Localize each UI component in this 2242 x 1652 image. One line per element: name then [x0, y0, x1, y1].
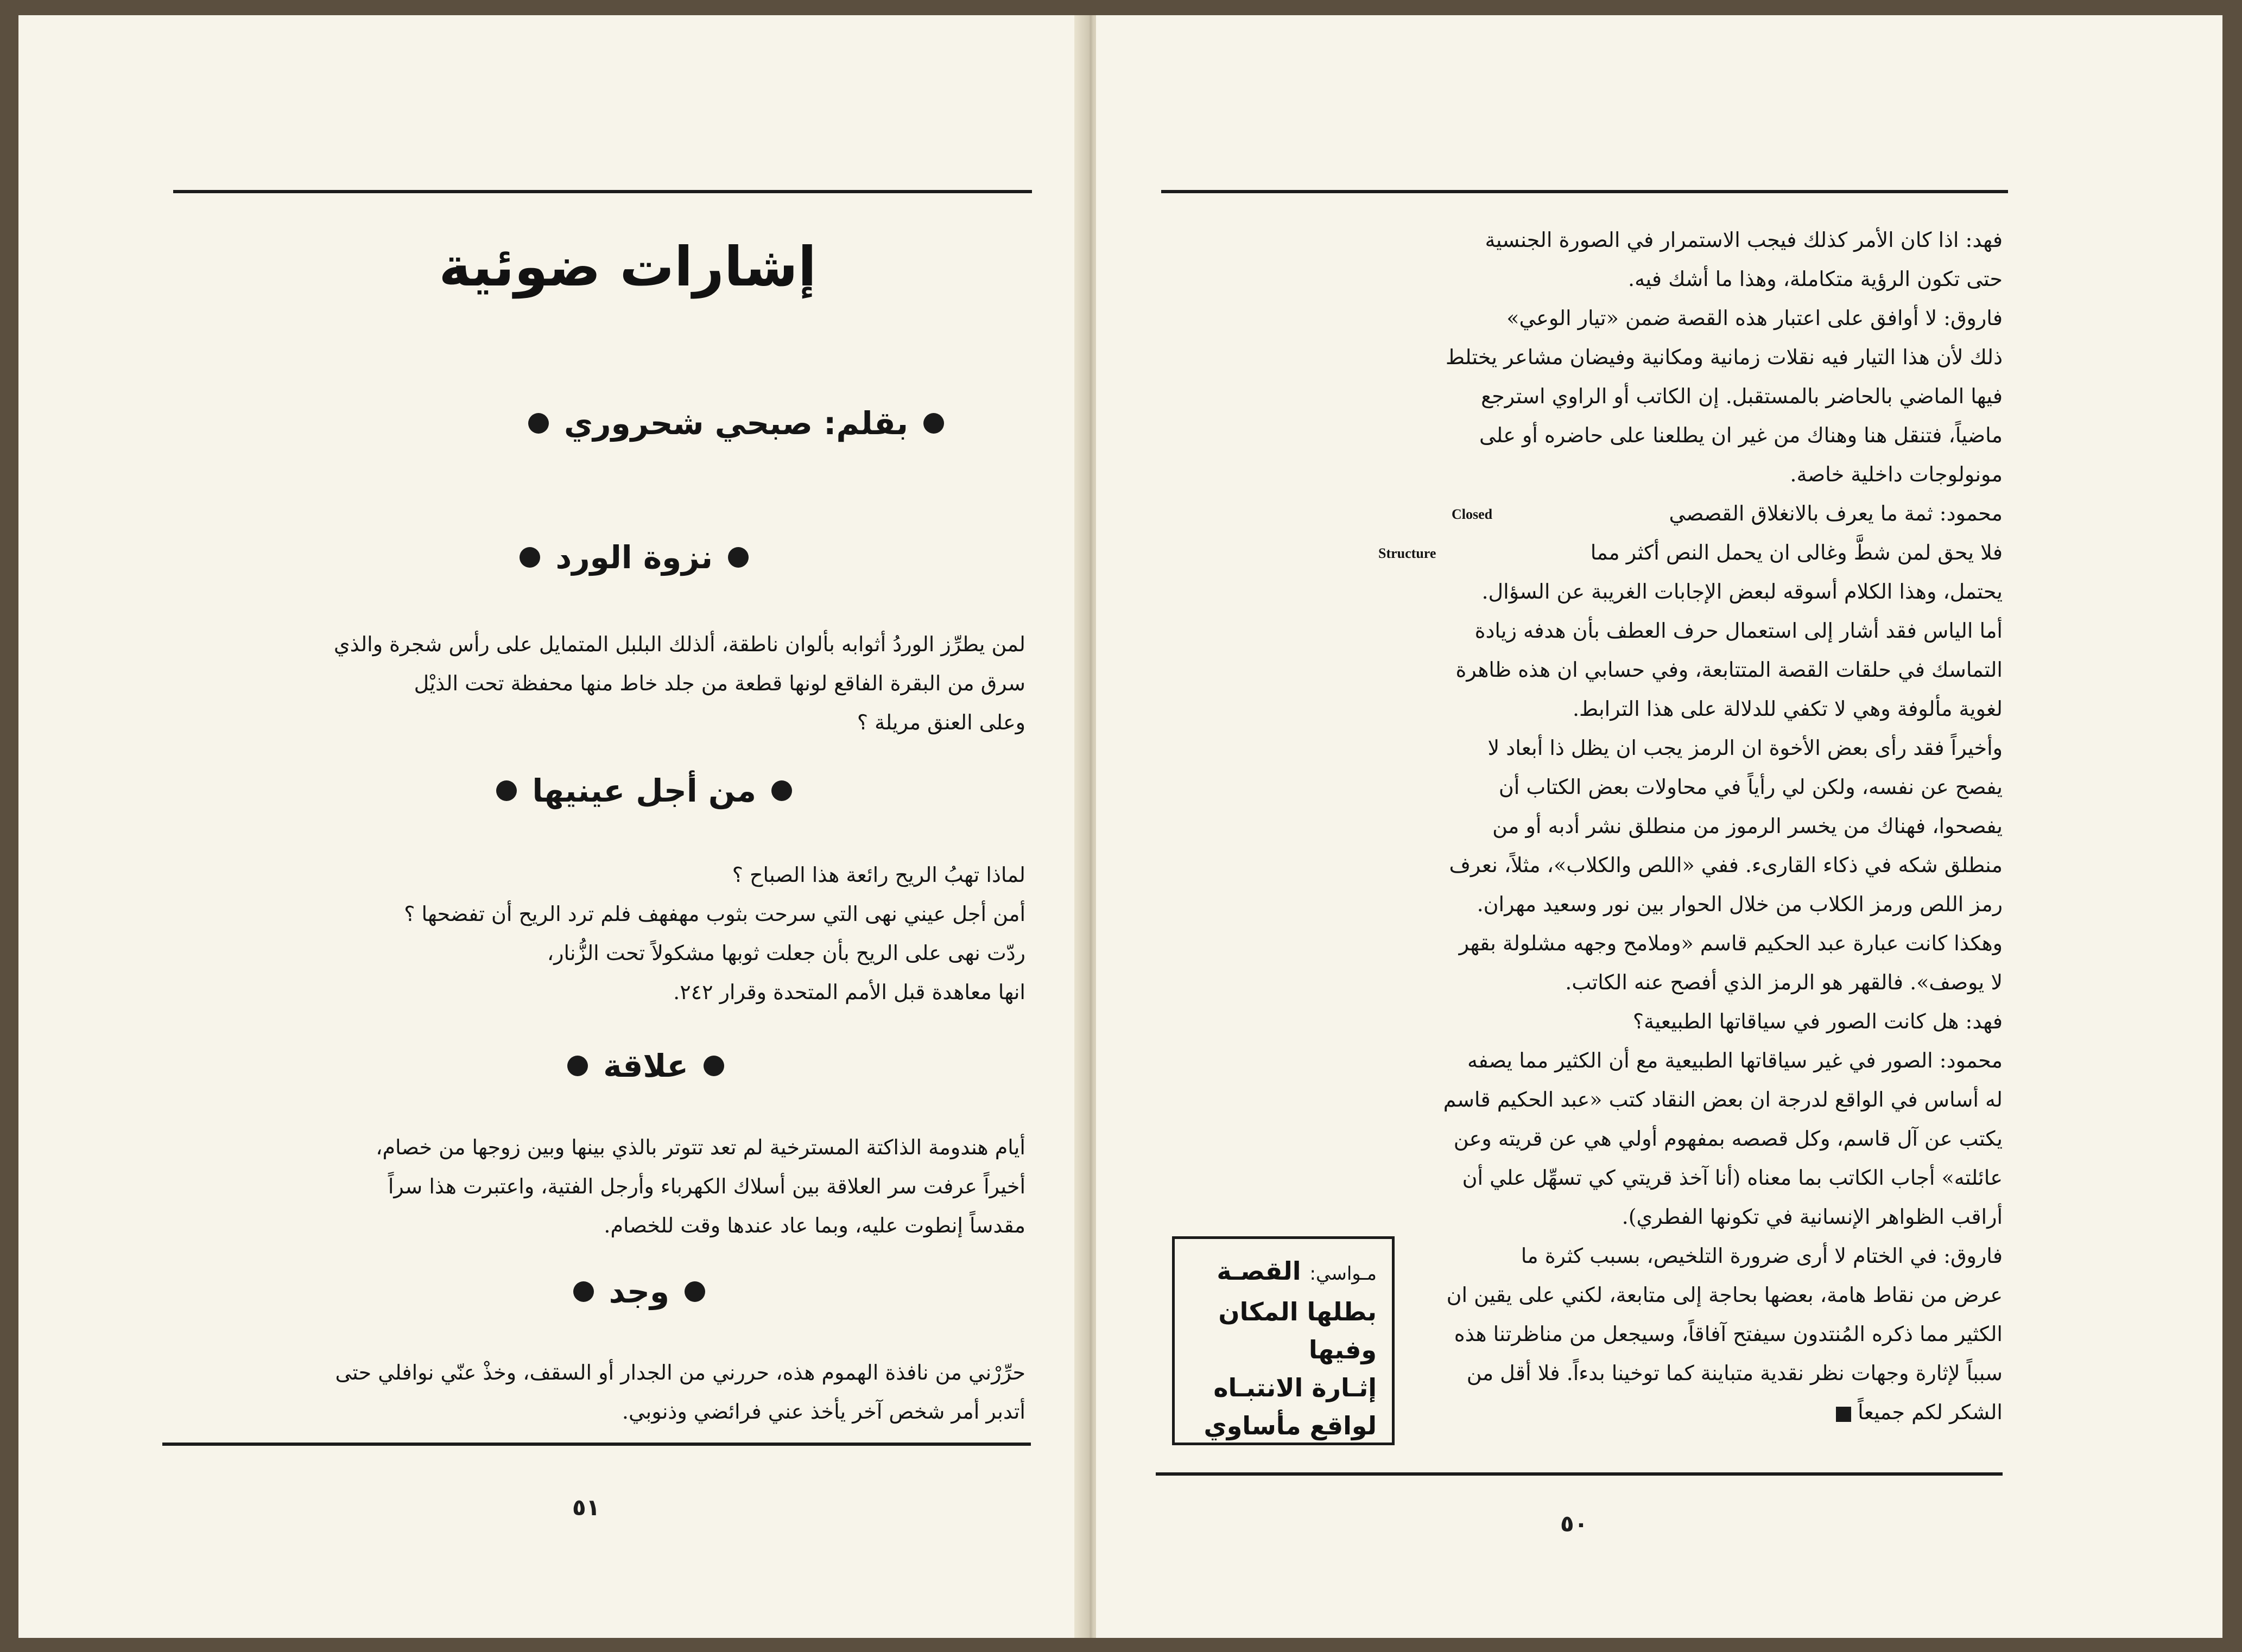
text-line: الشكر لكم جميعاً	[1858, 1400, 2003, 1424]
text-line: محمود: ثمة ما يعرف بالانغلاق القصصي	[1669, 501, 2003, 525]
bullet-icon	[685, 1281, 705, 1302]
bottom-rule	[1156, 1472, 2003, 1476]
text-line: فلا يحق لمن شطَّ وغالى ان يحمل النص أكثر مما	[1590, 541, 2003, 564]
text-line: حتى تكون الرؤية متكاملة، وهذا ما أشك فيه.	[1628, 267, 2003, 291]
text-line: أتدبر أمر شخص آخر يأخذ عني فرائضي وذنوبي.	[622, 1400, 1025, 1424]
bullet-icon	[573, 1281, 594, 1302]
text-line: وأخيراً فقد رأى بعض الأخوة ان الرمز يجب ان يظل ذا أبعاد لا	[1487, 736, 2003, 760]
text-line: أخيراً عرفت سر العلاقة بين أسلاك الكهرباء وأرجل الفتية، واعتبرت هذا سراً	[388, 1174, 1025, 1198]
page-number: ٥٠	[1560, 1510, 1588, 1537]
top-rule	[1161, 190, 2008, 193]
text-line: فاروق: لا أوافق على اعتبار هذه القصة ضمن «تيار الوعي»	[1506, 306, 2003, 330]
right-page	[1096, 15, 2222, 1638]
text-line: لماذا تهبُ الريح رائعة هذا الصباح ؟	[732, 863, 1025, 887]
bullet-icon	[496, 780, 517, 801]
section-body	[198, 855, 1025, 1012]
section-body	[198, 1353, 1025, 1431]
text-line: يكتب عن آل قاسم، وكل قصصه بمفهوم أولي هي عن قريته وعن	[1453, 1127, 2003, 1151]
bullet-icon	[728, 547, 749, 568]
section-title: علاقة	[603, 1047, 688, 1084]
text-line: يفصح عن نفسه، ولكن لي رأياً في محاولات بعض الكتاب أن	[1498, 775, 2003, 799]
text-line: أمن أجل عيني نهى التي سرحت بثوب مهفهف فلم ترد الريح أن تفضحها ؟	[404, 902, 1025, 926]
text-line: الكثير مما ذكره المُنتدون سيفتح آفاقاً، وسيجعل من مناظرتنا هذه	[1454, 1322, 2003, 1346]
section-heading	[573, 1273, 705, 1310]
section-heading	[567, 1047, 724, 1084]
section-body	[198, 625, 1025, 742]
section-title: نزوة الورد	[555, 539, 713, 576]
end-line	[1422, 1393, 2003, 1432]
byline-text: بقلم: صبحي شحروري	[564, 405, 908, 442]
text-line: مونولوجات داخلية خاصة.	[1790, 462, 2003, 486]
text-line: التماسك في حلقات القصة المتتابعة، وفي حسابي ان هذه ظاهرة	[1455, 658, 2003, 682]
text-line: ماضياً، فتنقل هنا وهناك من غير ان يطلعنا على حاضره أو على	[1479, 423, 2003, 447]
text-line: أراقب الظواهر الإنسانية في تكونها الفطري).	[1622, 1205, 2003, 1229]
text-line: أما الياس فقد أشار إلى استعمال حرف العطف بأن هدفه زيادة	[1474, 619, 2003, 643]
bullet-icon	[528, 413, 549, 434]
text-line: فيها الماضي بالحاضر بالمستقبل. إن الكاتب أو الراوي استرجع	[1481, 384, 2003, 408]
left-page	[18, 15, 1085, 1638]
section-heading	[520, 539, 749, 576]
bullet-icon	[567, 1056, 588, 1076]
text-line: وعلى العنق مريلة ؟	[857, 710, 1025, 734]
text-line: فهد: اذا كان الأمر كذلك فيجب الاستمرار في الصورة الجنسية	[1485, 228, 2003, 252]
section-body	[198, 1128, 1025, 1245]
text-line: فاروق: في الختام لا أرى ضرورة التلخيص، بسبب كثرة ما	[1521, 1244, 2003, 1268]
quote-line: إثـارة الانتبـاه	[1213, 1373, 1377, 1402]
text-line: سبباً لإثارة وجهات نظر نقدية متباينة كما توخينا بدءاً. فلا أقل من	[1466, 1361, 2003, 1385]
top-rule	[173, 190, 1032, 193]
text-line: رمز اللص ورمز الكلاب من خلال الحوار بين نور وسعيد مهران.	[1477, 892, 2003, 916]
text-line: لا يوصف». فالقهر هو الرمز الذي أفصح عنه الكاتب.	[1565, 970, 2003, 994]
text-line: يحتمل، وهذا الكلام أسوقه لبعض الإجابات الغريبة عن السؤال.	[1481, 580, 2003, 603]
bullet-icon	[704, 1056, 724, 1076]
latin-term: Structure	[1378, 545, 1436, 561]
bullet-icon	[771, 780, 792, 801]
page-title: إشارات ضوئية	[439, 235, 816, 298]
text-line: انها معاهدة قبل الأمم المتحدة وقرار ٢٤٢.	[673, 980, 1025, 1004]
text-line: سرق من البقرة الفاقع لونها قطعة من جلد خاط منها محفظة تحت الذيْل	[414, 671, 1025, 695]
dialogue-column	[1422, 220, 2003, 1432]
bullet-icon	[923, 413, 944, 434]
text-line: يفصحوا، فهناك من يخسر الرموز من منطلق نشر أدبه أو من	[1492, 814, 2003, 838]
pull-quote-box	[1172, 1236, 1395, 1445]
quote-speaker: مـواسي:	[1309, 1263, 1377, 1285]
section-title: وجد	[609, 1273, 669, 1310]
quote-text: القصـة	[1217, 1256, 1301, 1286]
text-line: فهد: هل كانت الصور في سياقاتها الطبيعية؟	[1632, 1009, 2003, 1033]
quote-line	[1190, 1252, 1377, 1293]
text-line: له أساس في الواقع لدرجة ان بعض النقاد كتب «عبد الحكيم قاسم	[1443, 1088, 2003, 1111]
bullet-icon	[520, 547, 540, 568]
page-number: ٥١	[572, 1494, 600, 1521]
text-line: ذلك لأن هذا التيار فيه نقلات زمانية ومكانية وفيضان مشاعر يختلط	[1445, 345, 2003, 369]
text-line: وهكذا كانت عبارة عبد الحكيم قاسم «وملامح وجهه مشلولة بقهر	[1459, 931, 2003, 955]
byline	[528, 405, 944, 442]
bottom-rule	[162, 1443, 1031, 1446]
text-line: لغوية مألوفة وهي لا تكفي للدلالة على هذا الترابط.	[1572, 697, 2003, 721]
text-line: عرض من نقاط هامة، بعضها بحاجة إلى متابعة، لكني على يقين ان	[1446, 1283, 2003, 1307]
text-line: لمن يطرِّز الوردُ أثوابه بألوان ناطقة، ألذلك البلبل المتمايل على رأس شجرة والذي	[333, 632, 1025, 656]
quote-line: بطلها المكان وفيها	[1218, 1297, 1377, 1364]
text-line: محمود: الصور في غير سياقاتها الطبيعية مع أن الكثير مما يصفه	[1467, 1049, 2003, 1072]
text-line: عائلته» أجاب الكاتب بما معناه (أنا آخذ قريتي كي تسهِّل علي أن	[1462, 1166, 2003, 1190]
section-title: من أجل عينيها	[532, 772, 756, 809]
text-line: أيام هندومة الذاكتة المسترخية لم تعد تتوتر بالذي بينها وبين زوجها من خصام،	[376, 1135, 1025, 1159]
book-spread	[18, 15, 2222, 1638]
latin-term: Closed	[1452, 506, 1493, 522]
end-square-icon	[1836, 1407, 1851, 1422]
text-line: منطلق شكه في ذكاء القارىء. ففي «اللص والكلاب»، مثلاً، نعرف	[1449, 853, 2003, 877]
section-heading	[496, 772, 792, 809]
text-line: ردّت نهى على الريح بأن جعلت ثوبها مشكولاً تحت الزُّنار،	[547, 941, 1025, 965]
text-line: مقدساً إنطوت عليه، وبما عاد عندها وقت للخصام.	[604, 1213, 1025, 1237]
text-line: حرِّرْني من نافذة الهموم هذه، حررني من الجدار أو السقف، وخذْ عنّي نوافلي حتى	[335, 1361, 1025, 1384]
quote-line: لواقع مأساوي	[1204, 1411, 1377, 1440]
